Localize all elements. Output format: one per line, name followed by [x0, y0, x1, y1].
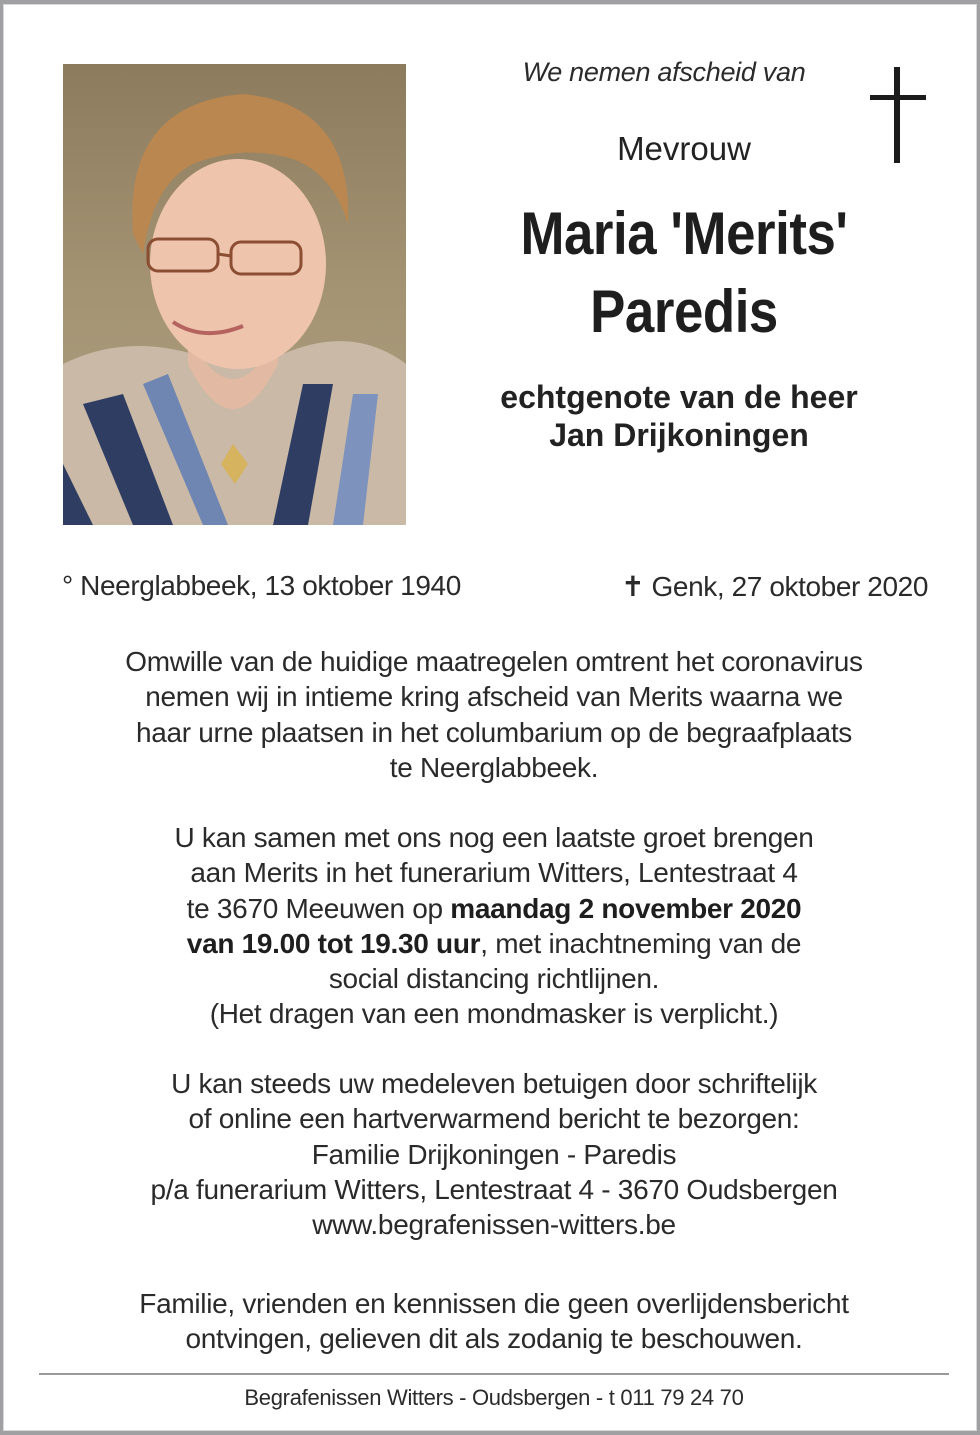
text-line: ontvingen, gelieven dit als zodanig te beschouwen. — [185, 1323, 803, 1355]
text-segment: te 3670 Meeuwen op — [186, 892, 451, 924]
name-line-2: Paredis — [590, 278, 778, 345]
text-line: aan Merits in het funerarium Witters, Lentestraat 4 — [190, 857, 798, 889]
text-line: te Neerglabbeek. — [389, 751, 599, 783]
postal-address: p/a funerarium Witters, Lentestraat 4 - 3670 Oudsbergen — [150, 1173, 838, 1205]
footer-divider — [39, 1373, 949, 1375]
spouse-line-2: Jan Drijkoningen — [549, 417, 809, 453]
text-line: Omwille van de huidige maatregelen omtrent het coronavirus — [125, 646, 863, 677]
paragraph-notice — [44, 1286, 944, 1357]
visitation-date: maandag 2 november 2020 — [450, 892, 802, 924]
text-line — [44, 891, 944, 926]
birth-date: ° Neerglabbeek, 13 oktober 1940 — [62, 570, 461, 601]
portrait-illustration — [63, 64, 406, 525]
portrait-photo — [63, 64, 406, 525]
text-line: of online een hartverwarmend bericht te bezorgen: — [188, 1103, 800, 1135]
paragraph-condolences — [44, 1066, 944, 1242]
text-line: Familie, vrienden en kennissen die geen overlijdensbericht — [139, 1288, 849, 1319]
paragraph-visitation — [44, 820, 944, 1032]
text-line: nemen wij in intieme kring afscheid van Merits waarna we — [145, 681, 843, 713]
spouse-info — [444, 378, 914, 454]
obituary-card — [3, 4, 977, 1431]
text-line — [44, 926, 944, 961]
family-name: Familie Drijkoningen - Paredis — [311, 1138, 677, 1170]
deceased-name — [464, 195, 904, 351]
intro-text: We nemen afscheid van — [522, 57, 806, 87]
title-prefix: Mevrouw — [617, 130, 751, 167]
paragraph-ceremony — [44, 644, 944, 785]
text-line: U kan steeds uw medeleven betuigen door schriftelijk — [171, 1068, 817, 1099]
text-line: (Het dragen van een mondmasker is verplicht.) — [209, 998, 779, 1030]
visitation-time: van 19.00 tot 19.30 uur — [186, 927, 481, 959]
footer-contact: Begrafenissen Witters - Oudsbergen - t 011 79 24 70 — [244, 1385, 744, 1410]
text-line: social distancing richtlijnen. — [328, 963, 660, 995]
text-segment: , met inachtneming van de — [480, 927, 802, 959]
text-line: U kan samen met ons nog een laatste groet brengen — [174, 822, 814, 853]
website-link[interactable]: www.begrafenissen-witters.be — [312, 1209, 676, 1241]
name-line-1: Maria 'Merits' — [520, 200, 848, 267]
text-line: haar urne plaatsen in het columbarium op de begraafplaats — [135, 716, 853, 748]
death-date: ✝ Genk, 27 oktober 2020 — [621, 571, 928, 602]
spouse-line-1: echtgenote van de heer — [500, 379, 858, 415]
